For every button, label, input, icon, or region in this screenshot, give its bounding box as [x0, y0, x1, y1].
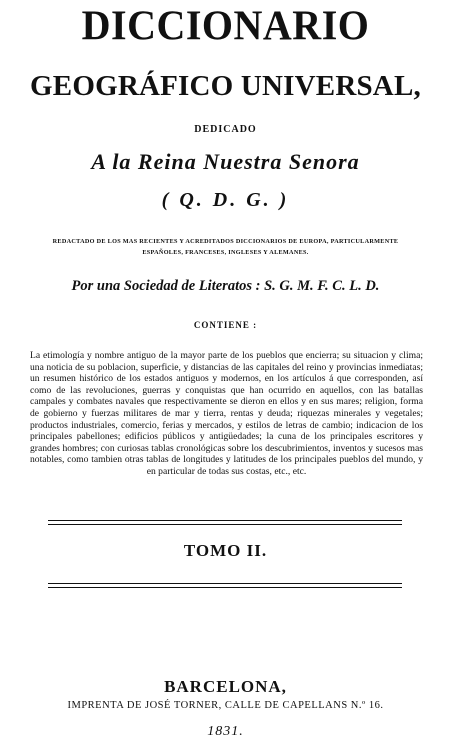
- redactado-line-1: REDACTADO DE LOS MAS RECIENTES Y ACREDITADOS DICCIONARIOS DE EUROPA, PARTICULARMENTE: [52, 238, 399, 245]
- dedication-text: A la Reina Nuestra Senora: [91, 149, 360, 174]
- publication-year: 1831.: [207, 724, 244, 739]
- dedicado-label: DEDICADO: [194, 124, 257, 135]
- redactado-line-2: ESPAÑOLES, FRANCESES, INGLESES Y ALEMANES.: [142, 249, 309, 256]
- title-line-1: DICCIONARIO: [81, 1, 370, 50]
- printer-line: IMPRENTA DE JOSÉ TORNER, CALLE DE CAPELLANS N.º 16.: [67, 700, 384, 711]
- rule-top-thin: [48, 524, 402, 525]
- rule-bottom-thick: [48, 587, 402, 588]
- publication-city: BARCELONA,: [164, 677, 287, 696]
- volume-label: TOMO II.: [183, 541, 268, 560]
- authors-line: Por una Sociedad de Literatos : S. G. M. F. C. L. D.: [71, 278, 380, 294]
- rule-top-thick: [48, 520, 402, 521]
- contiene-heading: CONTIENE :: [193, 320, 258, 330]
- contents-description: La etimología y nombre antiguo de la mayor parte de los pueblos que encierra; su situacion y clima; una noticia de su poblacion, superficie, y distancias de las capitales del reino y provincias inmediatas; un resumen histórico de los estados antiguos y modernos, en los artículos á que corresponden, así como de las revoluciones, guerras y conquistas que han ocurrido en aquellos, con las batallas campales y combates navales que respectivamente se dieron en ellos y en sus mares; religion, forma de gobierno y fuerzas militares de mar y tierra, rentas y deuda; riquezas minerales y vegetales; productos industriales, comercio, ferias y mercados, y estilos de letras de cambio; indicacion de los principales pabellones; edificios públicos y antigüedades; la cuna de los principales escritores y grandes hombres; con curiosas tablas cronológicas sobre los descubrimientos, inventos y sucesos mas notables, como tambien otras tablas de longitudes y latitudes de los principales pueblos del mundo, y en particular de todas sus costas, etc., etc.: [30, 350, 423, 477]
- dedication-initials: ( Q. D. G. ): [161, 189, 290, 211]
- rule-bottom-thin: [48, 583, 402, 584]
- title-line-2: GEOGRÁFICO UNIVERSAL,: [30, 70, 421, 102]
